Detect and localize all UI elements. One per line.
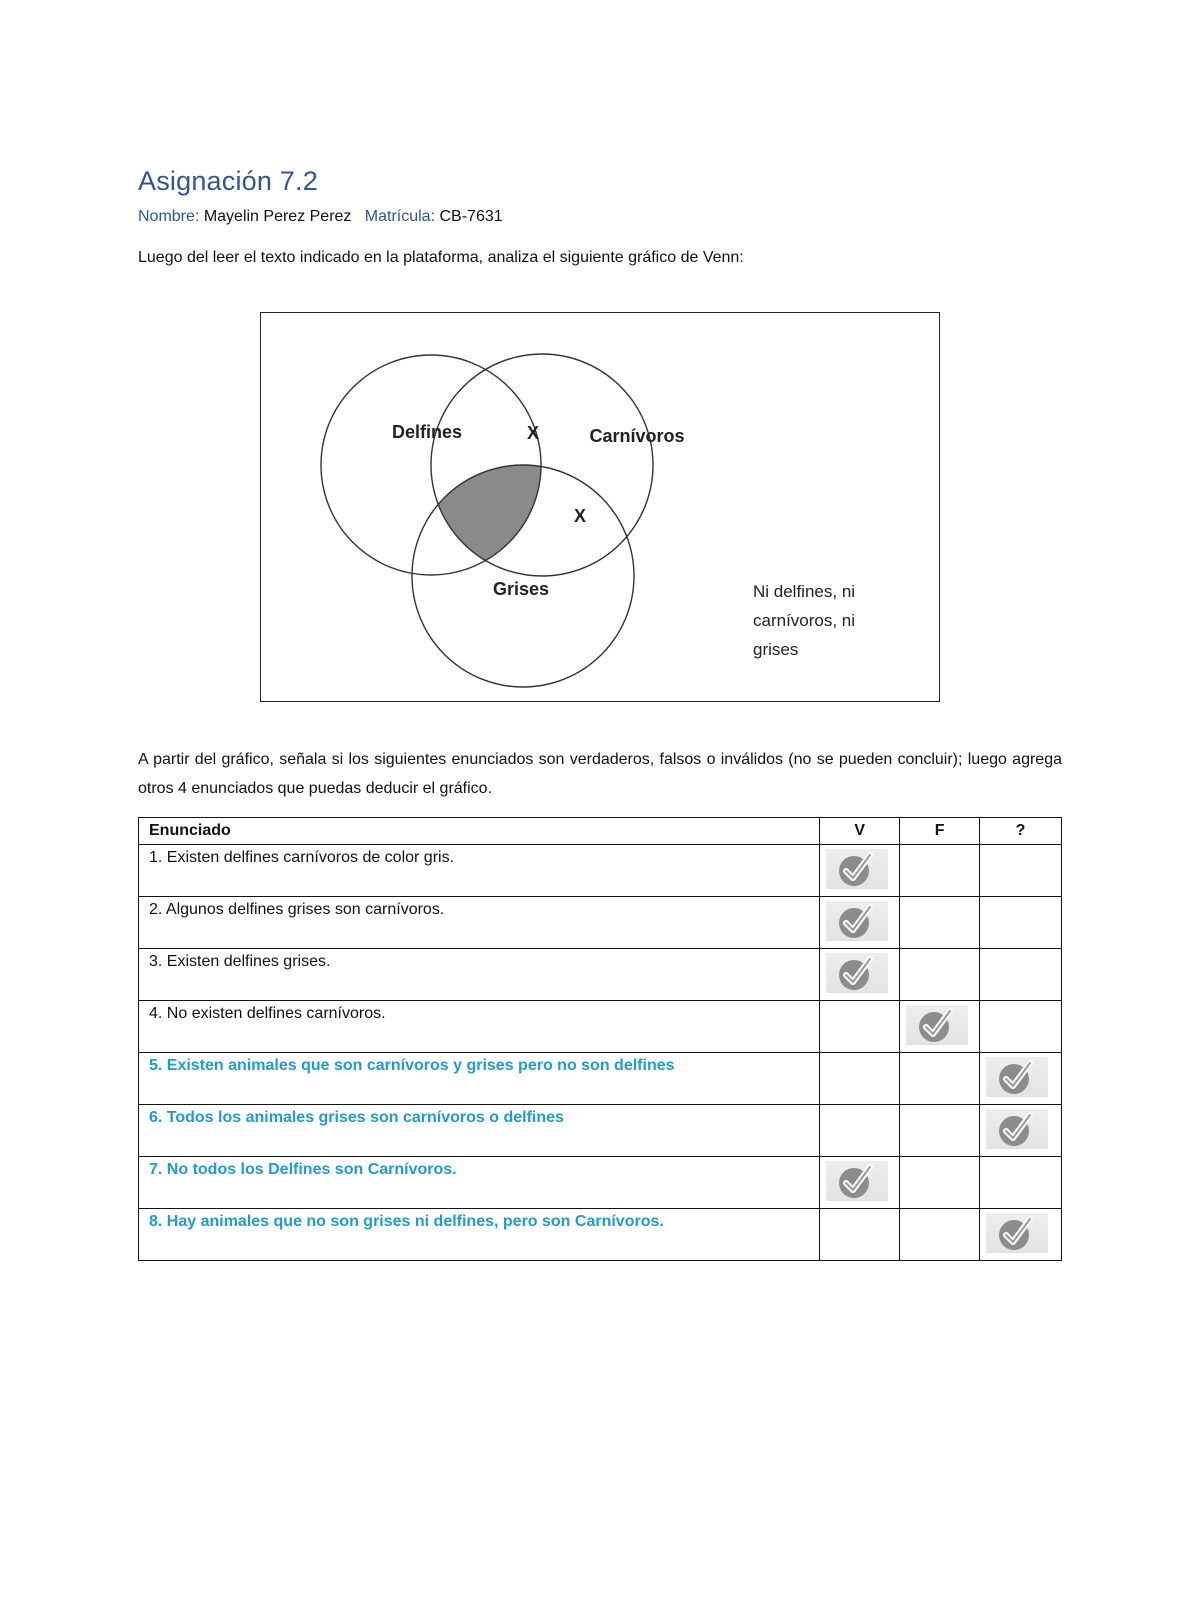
statement-cell: 1. Existen delfines carnívoros de color gris.: [139, 845, 820, 897]
cell-true[interactable]: [820, 1105, 900, 1157]
cell-true[interactable]: [820, 897, 900, 949]
cell-unknown[interactable]: [980, 1001, 1062, 1053]
instructions: A partir del gráfico, señala si los siguientes enunciados son verdaderos, falsos o inválidos (no se pueden concluir); luego agrega otros 4 enunciados que puedas deducir el gráfico.: [138, 751, 1062, 797]
check-circle-icon: [826, 849, 888, 889]
table-row: [139, 1157, 1062, 1209]
statement-cell: 4. No existen delfines carnívoros.: [139, 1001, 820, 1053]
cell-false[interactable]: [900, 1053, 980, 1105]
table-row: [139, 949, 1062, 1001]
label-carnivoros: Carnívoros: [589, 426, 685, 446]
id-label: Matrícula:: [364, 208, 436, 225]
header-true: V: [820, 818, 900, 845]
marker-delfines-carnivoros: X: [526, 423, 540, 443]
cell-false[interactable]: [900, 1209, 980, 1261]
name-value: Mayelin Perez Perez: [203, 208, 352, 225]
check-circle-icon: [986, 1213, 1048, 1253]
cell-false[interactable]: [900, 845, 980, 897]
outside-label-line2: carnívoros, ni: [753, 611, 856, 630]
cell-true[interactable]: [820, 845, 900, 897]
student-info: [138, 208, 503, 226]
cell-true[interactable]: [820, 1053, 900, 1105]
check-circle-icon: [826, 1161, 888, 1201]
cell-unknown[interactable]: [980, 949, 1062, 1001]
table-row: [139, 1053, 1062, 1105]
table-row: [139, 1001, 1062, 1053]
check-circle-icon: [906, 1005, 968, 1045]
cell-false[interactable]: [900, 949, 980, 1001]
cell-true[interactable]: [820, 949, 900, 1001]
cell-false[interactable]: [900, 1001, 980, 1053]
table-row: [139, 1209, 1062, 1261]
cell-true[interactable]: [820, 1001, 900, 1053]
label-delfines: Delfines: [391, 422, 463, 442]
outside-label-line3: grises: [753, 640, 799, 659]
name-label: Nombre:: [138, 208, 200, 225]
table-row: [139, 845, 1062, 897]
table-row: [139, 897, 1062, 949]
venn-diagram: [260, 312, 940, 702]
header-false: F: [900, 818, 980, 845]
cell-false[interactable]: [900, 897, 980, 949]
check-circle-icon: [826, 953, 888, 993]
cell-false[interactable]: [900, 1105, 980, 1157]
cell-unknown[interactable]: [980, 897, 1062, 949]
intro-text: Luego del leer el texto indicado en la plataforma, analiza el siguiente gráfico de Venn:: [138, 249, 744, 266]
table-row: [139, 1105, 1062, 1157]
header-statement: Enunciado: [139, 818, 820, 845]
marker-carnivoros-grises: X: [573, 506, 587, 526]
statement-cell: 5. Existen animales que son carnívoros y grises pero no son delfines: [139, 1053, 820, 1105]
shaded-intersection: [412, 465, 634, 687]
id-value: CB-7631: [439, 208, 503, 225]
table-header-row: [139, 818, 1062, 845]
cell-unknown[interactable]: [980, 1209, 1062, 1261]
cell-unknown[interactable]: [980, 1105, 1062, 1157]
statement-cell: 6. Todos los animales grises son carnívoros o delfines: [139, 1105, 820, 1157]
statements-table: [138, 817, 1062, 1261]
statement-cell: 7. No todos los Delfines son Carnívoros.: [139, 1157, 820, 1209]
cell-true[interactable]: [820, 1157, 900, 1209]
cell-unknown[interactable]: [980, 845, 1062, 897]
venn-svg: [261, 313, 941, 703]
statement-cell: 3. Existen delfines grises.: [139, 949, 820, 1001]
check-circle-icon: [826, 901, 888, 941]
check-circle-icon: [986, 1057, 1048, 1097]
label-grises: Grises: [492, 579, 550, 599]
header-unknown: ?: [980, 818, 1062, 845]
statement-cell: 8. Hay animales que no son grises ni delfines, pero son Carnívoros.: [139, 1209, 820, 1261]
statement-cell: 2. Algunos delfines grises son carnívoros.: [139, 897, 820, 949]
outside-label-line1: Ni delfines, ni: [753, 582, 856, 601]
page-title: Asignación 7.2: [138, 166, 318, 196]
cell-unknown[interactable]: [980, 1053, 1062, 1105]
check-circle-icon: [986, 1109, 1048, 1149]
cell-true[interactable]: [820, 1209, 900, 1261]
cell-unknown[interactable]: [980, 1157, 1062, 1209]
cell-false[interactable]: [900, 1157, 980, 1209]
